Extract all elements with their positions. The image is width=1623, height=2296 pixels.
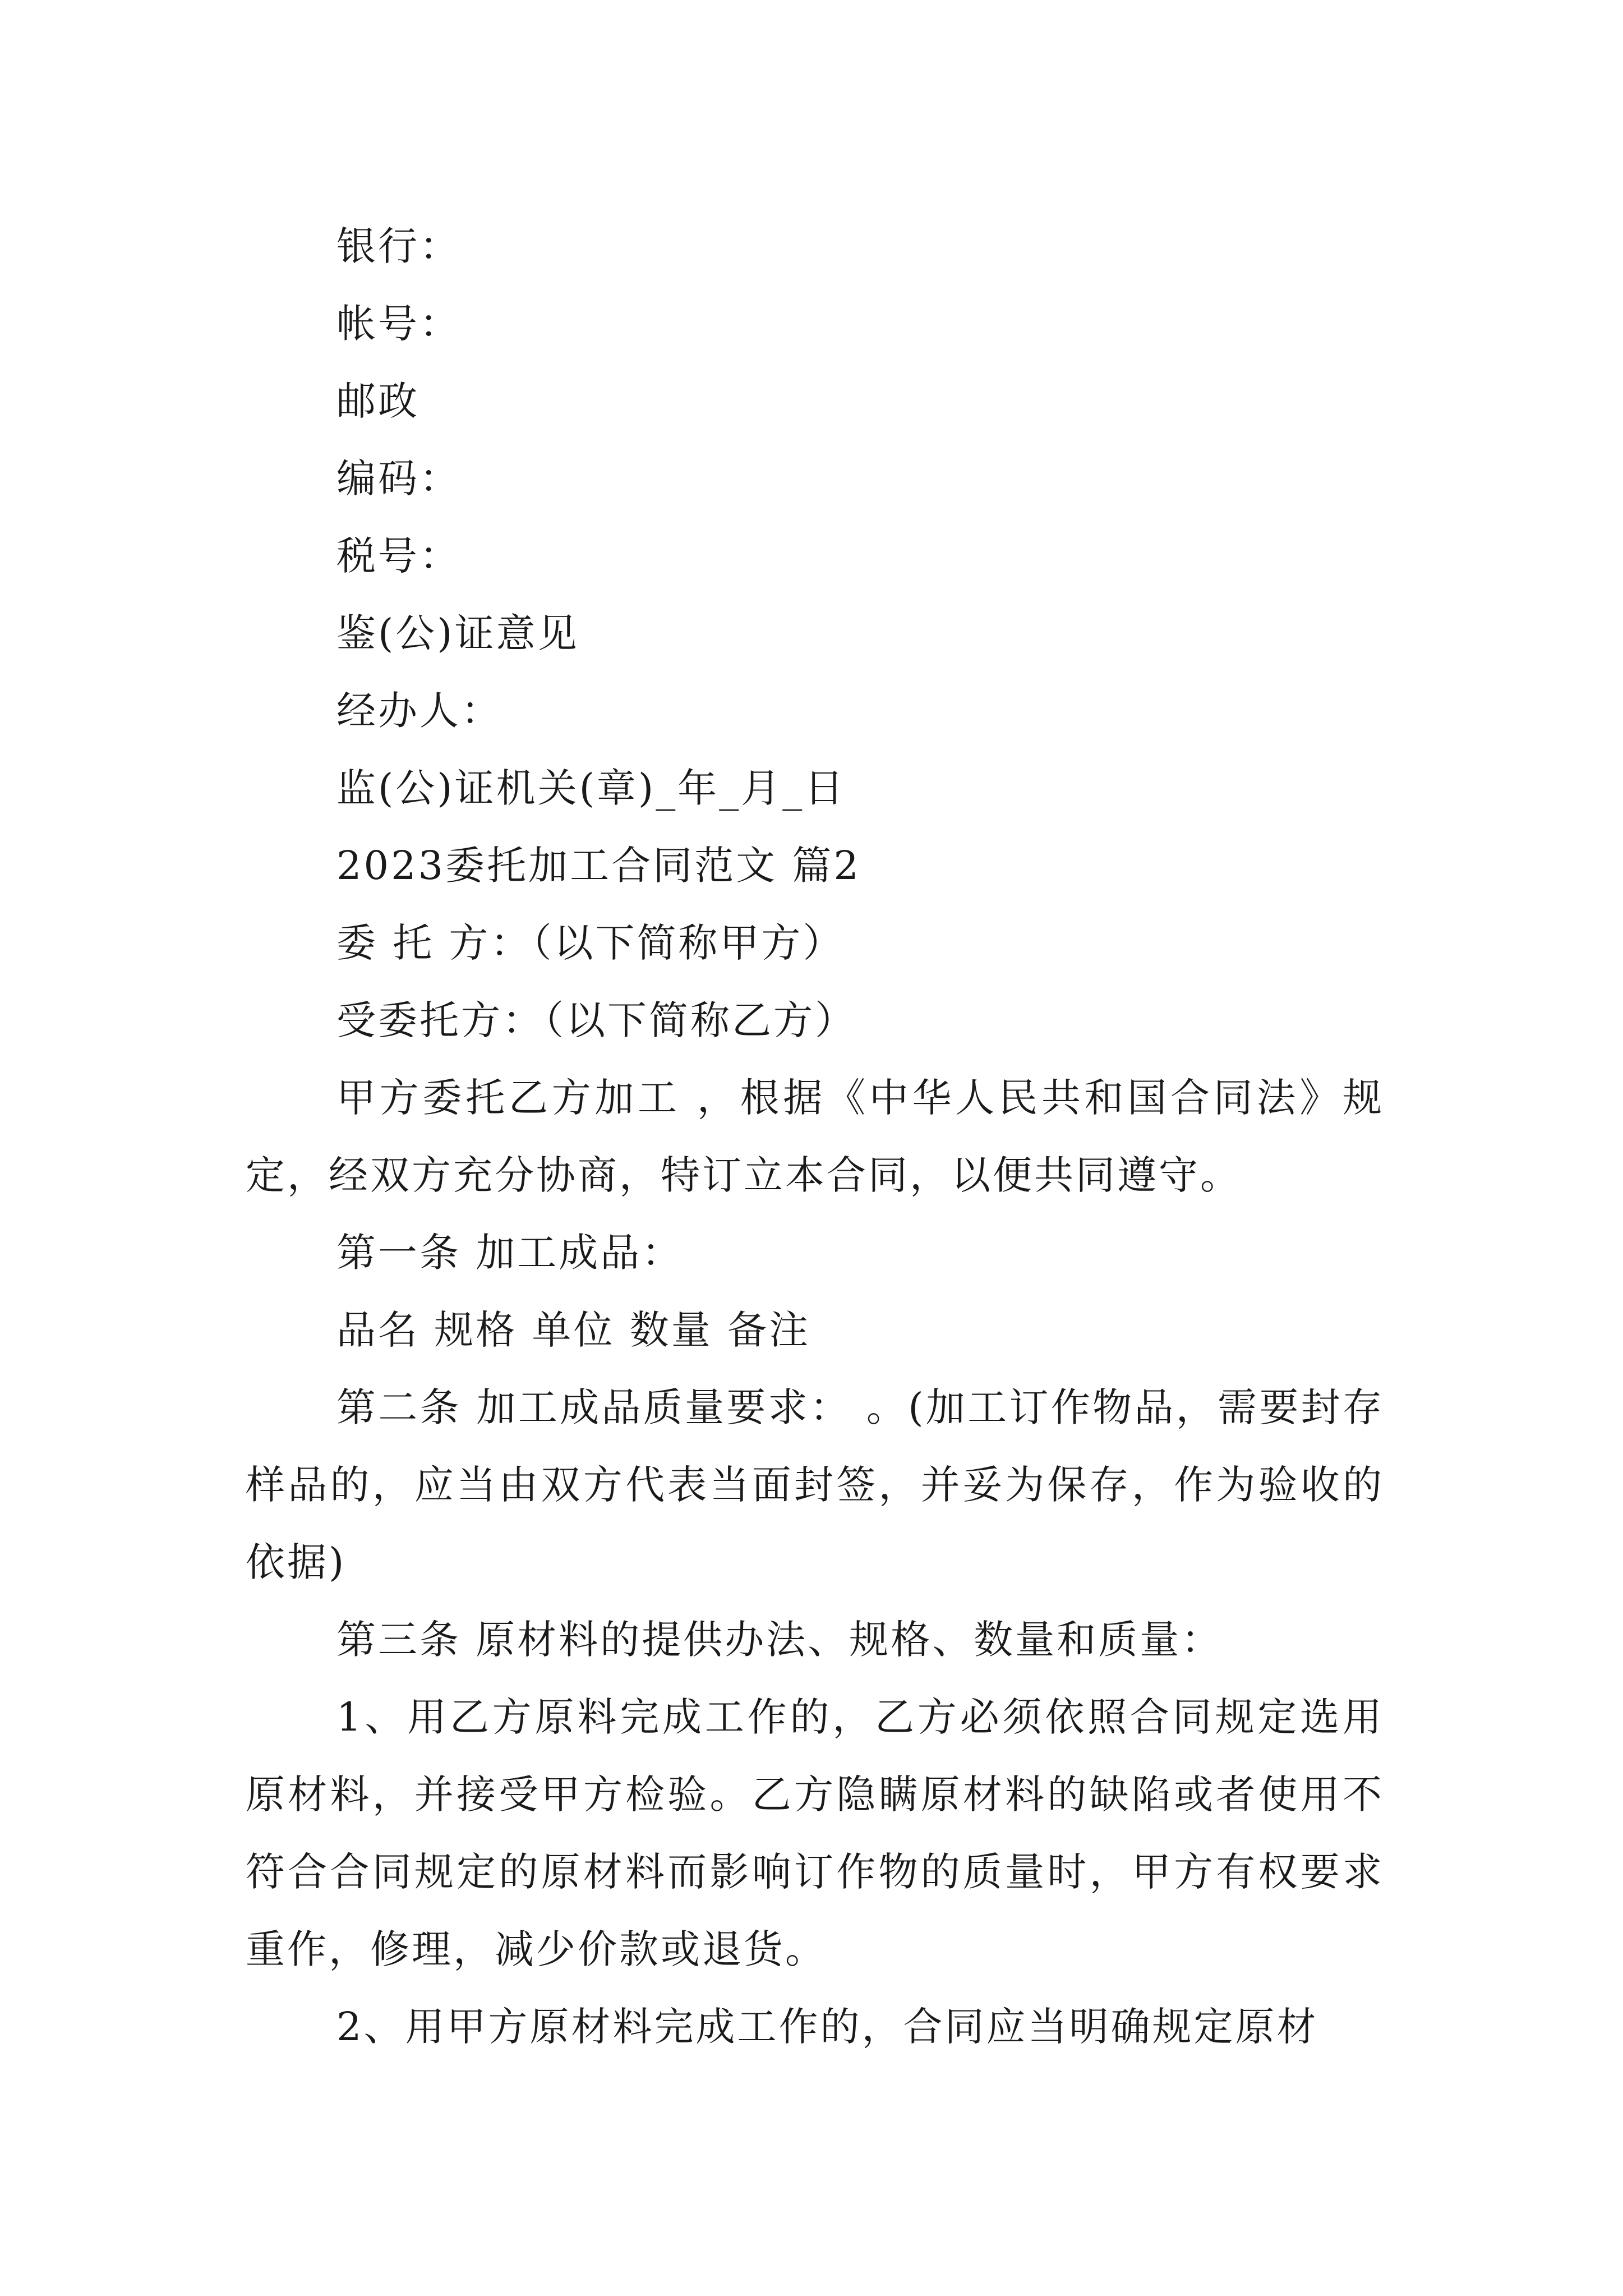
section-title: 2023委托加工合同范文 篇2 [336,843,861,889]
article-2-paragraph: 第二条 加工成品质量要求： 。(加工订作物品，需要封存样品的，应当由双方代表当面封签，并妥为保存，作为验收的依据) [246,1384,1384,1585]
article-1-heading: 第一条 加工成品： [336,1230,684,1276]
clause-1-paragraph: 1、用乙方原料完成工作的，乙方必须依照合同规定选用原材料，并接受甲方检验。乙方隐瞒原材料的缺陷或者使用不符合合同规定的原材料而影响订作物的质量时，甲方有权要求重作，修理，减少价款或退货。 [246,1694,1384,1972]
bank-label: 银行： [336,223,461,269]
article-3-heading: 第三条 原材料的提供办法、规格、数量和质量： [336,1617,1223,1663]
notary-opinion-label: 鉴(公)证意见 [336,610,579,656]
notary-office-date: 监(公)证机关(章)_年_月_日 [336,765,846,811]
contract-text [246,208,1384,2065]
intro-paragraph: 甲方委托乙方加工 ，根据《中华人民共和国合同法》规定，经双方充分协商，特订立本合同，以便共同遵守。 [246,1075,1384,1198]
handler-label: 经办人： [336,688,502,734]
product-columns: 品名 规格 单位 数量 备注 [336,1307,811,1353]
principal-party: 委 托 方：（以下简称甲方） [336,920,845,966]
tax-number-label: 税号： [336,533,461,579]
account-label: 帐号： [336,301,461,347]
code-label: 编码： [336,455,461,501]
clause-2-paragraph: 2、用甲方原材料完成工作的，合同应当明确规定原材 [336,2004,1318,2050]
agent-party: 受委托方：（以下简称乙方） [336,997,856,1043]
postal-label: 邮政 [336,378,419,424]
